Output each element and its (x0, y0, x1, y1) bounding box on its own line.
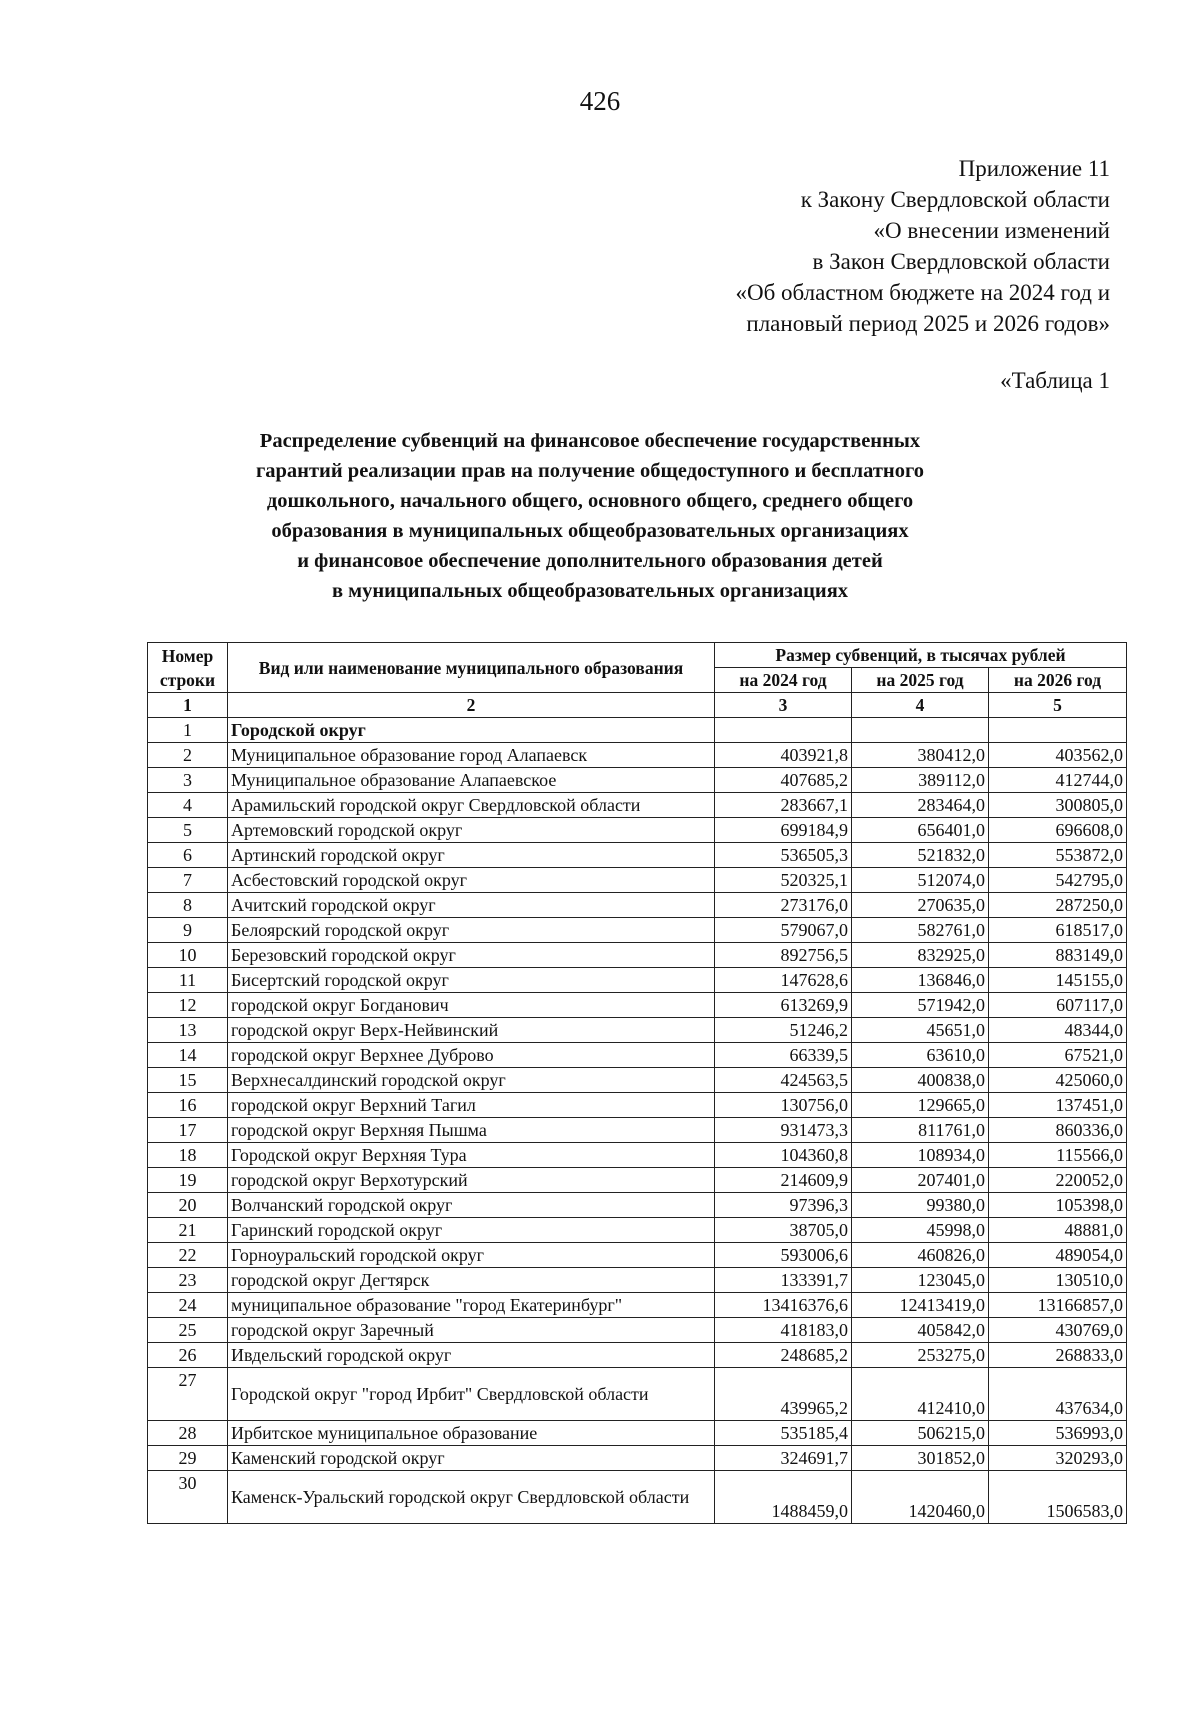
column-number: 5 (989, 693, 1127, 718)
amount-2026-cell: 287250,0 (989, 893, 1127, 918)
amount-2025-cell: 405842,0 (852, 1318, 989, 1343)
row-number-cell: 20 (148, 1193, 228, 1218)
amount-2026-cell: 489054,0 (989, 1243, 1127, 1268)
table-row (148, 718, 1127, 743)
amount-2024-cell: 424563,5 (715, 1068, 852, 1093)
row-number-cell: 26 (148, 1343, 228, 1368)
amount-2024-cell: 214609,9 (715, 1168, 852, 1193)
municipality-name-cell: Волчанский городской округ (228, 1193, 715, 1218)
amount-2025-cell: 63610,0 (852, 1043, 989, 1068)
amount-2024-cell: 613269,9 (715, 993, 852, 1018)
amount-2026-cell: 320293,0 (989, 1446, 1127, 1471)
amount-2024-cell: 283667,1 (715, 793, 852, 818)
page-number: 426 (579, 86, 621, 116)
row-number-cell: 27 (148, 1368, 228, 1421)
header-row-number: Номер строки (148, 643, 228, 693)
amount-2024-cell: 407685,2 (715, 768, 852, 793)
amount-2024-cell: 1488459,0 (715, 1471, 852, 1524)
amount-2024-cell: 66339,5 (715, 1043, 852, 1068)
amount-2024-cell: 38705,0 (715, 1218, 852, 1243)
amount-2024-cell: 147628,6 (715, 968, 852, 993)
amount-2024-cell: 699184,9 (715, 818, 852, 843)
annex-line: к Закону Свердловской области (800, 187, 1110, 212)
amount-2024-cell: 13416376,6 (715, 1293, 852, 1318)
municipality-name-cell: Горноуральский городской округ (228, 1243, 715, 1268)
table-row (148, 968, 1127, 993)
amount-2024-cell: 520325,1 (715, 868, 852, 893)
amount-2025-cell: 832925,0 (852, 943, 989, 968)
row-number-cell: 10 (148, 943, 228, 968)
municipality-name-cell: Городской округ (228, 718, 715, 743)
amount-2025-cell: 108934,0 (852, 1143, 989, 1168)
amount-2024-cell: 104360,8 (715, 1143, 852, 1168)
row-number-cell: 18 (148, 1143, 228, 1168)
amount-2026-cell (989, 718, 1127, 743)
amount-2025-cell: 460826,0 (852, 1243, 989, 1268)
amount-2025-cell: 400838,0 (852, 1068, 989, 1093)
table-row (148, 1268, 1127, 1293)
table-row (148, 1243, 1127, 1268)
amount-2025-cell: 99380,0 (852, 1193, 989, 1218)
amount-2026-cell: 618517,0 (989, 918, 1127, 943)
amount-2024-cell: 535185,4 (715, 1421, 852, 1446)
municipality-name-cell: городской округ Верхотурский (228, 1168, 715, 1193)
table-row (148, 1143, 1127, 1168)
amount-2024-cell: 418183,0 (715, 1318, 852, 1343)
row-number-cell: 24 (148, 1293, 228, 1318)
subventions-table (147, 642, 1127, 1524)
amount-2025-cell: 811761,0 (852, 1118, 989, 1143)
municipality-name-cell: Ирбитское муниципальное образование (228, 1421, 715, 1446)
municipality-name-cell: городской округ Верхнее Дуброво (228, 1043, 715, 1068)
row-number-cell: 4 (148, 793, 228, 818)
amount-2025-cell: 253275,0 (852, 1343, 989, 1368)
municipality-name-cell: муниципальное образование "город Екатеринбург" (228, 1293, 715, 1318)
municipality-name-cell: Бисертский городской округ (228, 968, 715, 993)
municipality-name-cell: Арамильский городской округ Свердловской области (228, 793, 715, 818)
municipality-name-cell: Каменский городской округ (228, 1446, 715, 1471)
municipality-name-cell: Городской округ "город Ирбит" Свердловской области (228, 1368, 715, 1421)
table-row (148, 868, 1127, 893)
amount-2025-cell: 123045,0 (852, 1268, 989, 1293)
municipality-name-cell: Березовский городской округ (228, 943, 715, 968)
row-number-cell: 2 (148, 743, 228, 768)
row-number-cell: 6 (148, 843, 228, 868)
row-number-cell: 21 (148, 1218, 228, 1243)
municipality-name-cell: городской округ Заречный (228, 1318, 715, 1343)
amount-2024-cell: 51246,2 (715, 1018, 852, 1043)
table-row (148, 893, 1127, 918)
amount-2026-cell: 48344,0 (989, 1018, 1127, 1043)
table-row (148, 768, 1127, 793)
column-number: 1 (148, 693, 228, 718)
row-number-cell: 29 (148, 1446, 228, 1471)
row-number-cell: 1 (148, 718, 228, 743)
amount-2025-cell: 301852,0 (852, 1446, 989, 1471)
amount-2024-cell: 248685,2 (715, 1343, 852, 1368)
annex-line: в Закон Свердловской области (812, 249, 1110, 274)
municipality-name-cell: Белоярский городской округ (228, 918, 715, 943)
amount-2026-cell: 883149,0 (989, 943, 1127, 968)
row-number-cell: 7 (148, 868, 228, 893)
municipality-name-cell: Артемовский городской округ (228, 818, 715, 843)
title-line: Распределение субвенций на финансовое обеспечение государственных (259, 430, 921, 452)
amount-2026-cell: 220052,0 (989, 1168, 1127, 1193)
amount-2025-cell: 412410,0 (852, 1368, 989, 1421)
row-number-cell: 30 (148, 1471, 228, 1524)
amount-2026-cell: 105398,0 (989, 1193, 1127, 1218)
amount-2025-cell: 45998,0 (852, 1218, 989, 1243)
row-number-cell: 9 (148, 918, 228, 943)
amount-2026-cell: 536993,0 (989, 1421, 1127, 1446)
annex-line: «Об областном бюджете на 2024 год и (735, 280, 1110, 305)
table-row (148, 1318, 1127, 1343)
column-number: 3 (715, 693, 852, 718)
amount-2025-cell: 129665,0 (852, 1093, 989, 1118)
document-title (150, 426, 1030, 606)
municipality-name-cell: Гаринский городской округ (228, 1218, 715, 1243)
table-row (148, 1068, 1127, 1093)
row-number-cell: 12 (148, 993, 228, 1018)
table-row (148, 1471, 1127, 1524)
row-number-cell: 14 (148, 1043, 228, 1068)
amount-2025-cell: 1420460,0 (852, 1471, 989, 1524)
row-number-cell: 16 (148, 1093, 228, 1118)
amount-2024-cell: 324691,7 (715, 1446, 852, 1471)
header-amount: Размер субвенций, в тысячах рублей (715, 643, 1127, 668)
annex-line: «О внесении изменений (873, 218, 1110, 243)
table-row (148, 1343, 1127, 1368)
amount-2024-cell: 536505,3 (715, 843, 852, 868)
amount-2026-cell: 437634,0 (989, 1368, 1127, 1421)
table-row (148, 993, 1127, 1018)
municipality-name-cell: Верхнесалдинский городской округ (228, 1068, 715, 1093)
row-number-cell: 23 (148, 1268, 228, 1293)
table-row (148, 1293, 1127, 1318)
row-number-cell: 28 (148, 1421, 228, 1446)
amount-2025-cell: 571942,0 (852, 993, 989, 1018)
table-row (148, 1368, 1127, 1421)
table-row (148, 1218, 1127, 1243)
amount-2025-cell: 521832,0 (852, 843, 989, 868)
amount-2024-cell (715, 718, 852, 743)
municipality-name-cell: городской округ Богданович (228, 993, 715, 1018)
title-line: образования в муниципальных общеобразовательных организациях (271, 520, 909, 542)
municipality-name-cell: Городской округ Верхняя Тура (228, 1143, 715, 1168)
amount-2025-cell: 656401,0 (852, 818, 989, 843)
table-row (148, 1446, 1127, 1471)
row-number-cell: 25 (148, 1318, 228, 1343)
table-row (148, 1118, 1127, 1143)
amount-2026-cell: 13166857,0 (989, 1293, 1127, 1318)
municipality-name-cell: Муниципальное образование город Алапаевск (228, 743, 715, 768)
amount-2024-cell: 593006,6 (715, 1243, 852, 1268)
amount-2026-cell: 1506583,0 (989, 1471, 1127, 1524)
table-row (148, 1018, 1127, 1043)
amount-2024-cell: 133391,7 (715, 1268, 852, 1293)
municipality-name-cell: Каменск-Уральский городской округ Свердловской области (228, 1471, 715, 1524)
amount-2024-cell: 273176,0 (715, 893, 852, 918)
column-number: 2 (228, 693, 715, 718)
table-row (148, 1043, 1127, 1068)
header-year-2024: на 2024 год (715, 668, 852, 693)
row-number-cell: 8 (148, 893, 228, 918)
table-body (148, 718, 1127, 1524)
amount-2024-cell: 403921,8 (715, 743, 852, 768)
table-row (148, 818, 1127, 843)
amount-2026-cell: 137451,0 (989, 1093, 1127, 1118)
amount-2026-cell: 268833,0 (989, 1343, 1127, 1368)
municipality-name-cell: Артинский городской округ (228, 843, 715, 868)
table-row (148, 793, 1127, 818)
municipality-name-cell: городской округ Верхний Тагил (228, 1093, 715, 1118)
amount-2026-cell: 553872,0 (989, 843, 1127, 868)
amount-2025-cell: 207401,0 (852, 1168, 989, 1193)
amount-2026-cell: 425060,0 (989, 1068, 1127, 1093)
table-row (148, 1193, 1127, 1218)
amount-2024-cell: 579067,0 (715, 918, 852, 943)
amount-2026-cell: 412744,0 (989, 768, 1127, 793)
amount-2026-cell: 860336,0 (989, 1118, 1127, 1143)
municipality-name-cell: Муниципальное образование Алапаевское (228, 768, 715, 793)
table-row (148, 1421, 1127, 1446)
amount-2025-cell: 12413419,0 (852, 1293, 989, 1318)
row-number-cell: 22 (148, 1243, 228, 1268)
column-number: 4 (852, 693, 989, 718)
amount-2025-cell: 582761,0 (852, 918, 989, 943)
amount-2025-cell: 380412,0 (852, 743, 989, 768)
table-row (148, 843, 1127, 868)
annex-line: Приложение 11 (958, 156, 1110, 181)
title-line: в муниципальных общеобразовательных организациях (331, 580, 849, 602)
row-number-cell: 11 (148, 968, 228, 993)
amount-2026-cell: 542795,0 (989, 868, 1127, 893)
amount-2024-cell: 97396,3 (715, 1193, 852, 1218)
amount-2026-cell: 130510,0 (989, 1268, 1127, 1293)
row-number-cell: 15 (148, 1068, 228, 1093)
amount-2026-cell: 145155,0 (989, 968, 1127, 993)
municipality-name-cell: Ивдельский городской округ (228, 1343, 715, 1368)
header-year-2025: на 2025 год (852, 668, 989, 693)
title-line: гарантий реализации прав на получение общедоступного и бесплатного (255, 460, 925, 482)
amount-2026-cell: 430769,0 (989, 1318, 1127, 1343)
amount-2025-cell: 389112,0 (852, 768, 989, 793)
row-number-cell: 5 (148, 818, 228, 843)
table-row (148, 1093, 1127, 1118)
amount-2024-cell: 439965,2 (715, 1368, 852, 1421)
municipality-name-cell: городской округ Верх-Нейвинский (228, 1018, 715, 1043)
row-number-cell: 17 (148, 1118, 228, 1143)
amount-2026-cell: 115566,0 (989, 1143, 1127, 1168)
amount-2026-cell: 48881,0 (989, 1218, 1127, 1243)
amount-2025-cell: 45651,0 (852, 1018, 989, 1043)
header-name: Вид или наименование муниципального образования (228, 643, 715, 693)
header-year-2026: на 2026 год (989, 668, 1127, 693)
municipality-name-cell: Асбестовский городской округ (228, 868, 715, 893)
amount-2025-cell: 270635,0 (852, 893, 989, 918)
table-label: «Таблица 1 (1000, 368, 1110, 393)
annex-line: плановый период 2025 и 2026 годов» (746, 311, 1110, 336)
table-row (148, 1168, 1127, 1193)
table-row (148, 743, 1127, 768)
amount-2025-cell: 136846,0 (852, 968, 989, 993)
annex-heading (735, 153, 1110, 339)
table-row (148, 943, 1127, 968)
amount-2024-cell: 892756,5 (715, 943, 852, 968)
title-line: и финансовое обеспечение дополнительного образования детей (297, 550, 883, 572)
amount-2025-cell (852, 718, 989, 743)
title-line: дошкольного, начального общего, основного общего, среднего общего (266, 490, 914, 512)
row-number-cell: 13 (148, 1018, 228, 1043)
amount-2025-cell: 283464,0 (852, 793, 989, 818)
amount-2026-cell: 403562,0 (989, 743, 1127, 768)
amount-2025-cell: 506215,0 (852, 1421, 989, 1446)
amount-2026-cell: 607117,0 (989, 993, 1127, 1018)
row-number-cell: 19 (148, 1168, 228, 1193)
amount-2026-cell: 67521,0 (989, 1043, 1127, 1068)
table-row (148, 918, 1127, 943)
row-number-cell: 3 (148, 768, 228, 793)
amount-2025-cell: 512074,0 (852, 868, 989, 893)
municipality-name-cell: городской округ Дегтярск (228, 1268, 715, 1293)
amount-2026-cell: 696608,0 (989, 818, 1127, 843)
amount-2026-cell: 300805,0 (989, 793, 1127, 818)
municipality-name-cell: Ачитский городской округ (228, 893, 715, 918)
amount-2024-cell: 931473,3 (715, 1118, 852, 1143)
municipality-name-cell: городской округ Верхняя Пышма (228, 1118, 715, 1143)
amount-2024-cell: 130756,0 (715, 1093, 852, 1118)
